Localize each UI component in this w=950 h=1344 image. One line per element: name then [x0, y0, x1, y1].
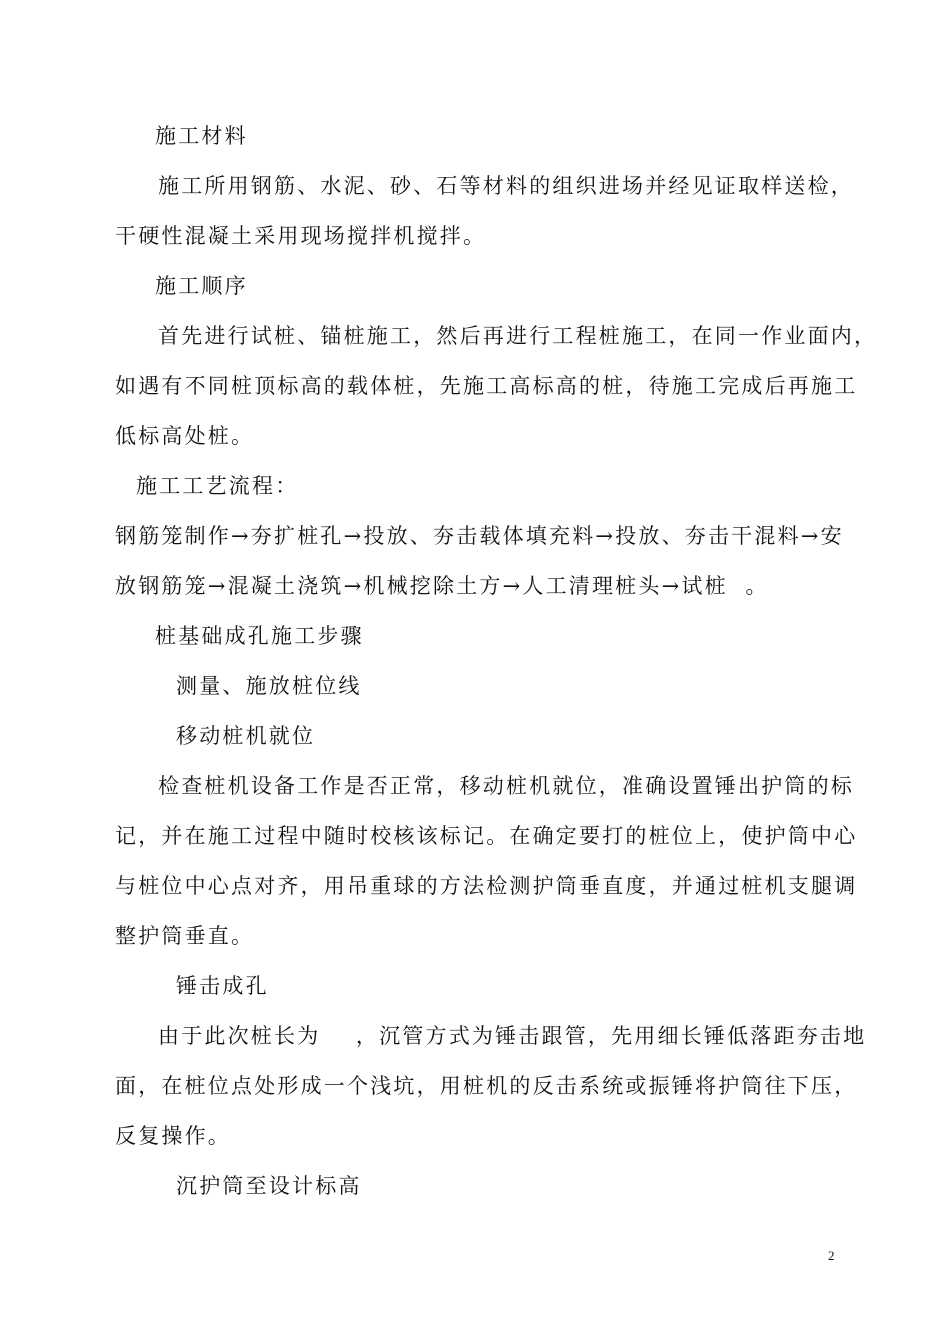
paragraph-line: 由于此次桩长为 ，沉管方式为锤击跟管，先用细长锤低落距夯击地: [158, 1024, 867, 1048]
page-number: 2: [828, 1248, 835, 1263]
paragraph-line: 记，并在施工过程中随时校核该标记。在确定要打的桩位上，使护筒中心: [115, 824, 858, 848]
subsection-heading-move-rig: 移动桩机就位: [176, 724, 316, 748]
paragraph-line: 与桩位中心点对齐，用吊重球的方法检测护筒垂直度，并通过桩机支腿调: [115, 874, 858, 898]
paragraph-line: 检查桩机设备工作是否正常，移动桩机就位，准确设置锤出护筒的标: [158, 774, 854, 798]
paragraph-line: 整护筒垂直。: [115, 924, 255, 948]
paragraph-line: 面，在桩位点处形成一个浅坑，用桩机的反击系统或振锤将护筒往下压，: [115, 1074, 858, 1098]
paragraph-line: 低标高处桩。: [115, 424, 255, 448]
paragraph-line: 放钢筋笼→混凝土浇筑→机械挖除土方→人工清理桩头→试桩 。: [115, 574, 769, 598]
section-heading-pile-steps: 桩基础成孔施工步骤: [155, 624, 364, 648]
paragraph-line: 首先进行试桩、锚桩施工，然后再进行工程桩施工，在同一作业面内，: [158, 324, 878, 348]
paragraph-line: 施工所用钢筋、水泥、砂、石等材料的组织进场并经见证取样送检，: [158, 174, 854, 198]
paragraph-line: 干硬性混凝土采用现场搅拌机搅拌。: [115, 224, 487, 248]
subsection-heading-survey: 测量、施放桩位线: [176, 674, 362, 698]
paragraph-line: 反复操作。: [115, 1124, 231, 1148]
subsection-heading-sink-casing: 沉护筒至设计标高: [176, 1174, 362, 1198]
paragraph-line: 钢筋笼制作→夯扩桩孔→投放、夯击载体填充料→投放、夯击干混料→安: [115, 524, 844, 548]
section-heading-materials: 施工材料: [155, 124, 248, 148]
paragraph-line: 如遇有不同桩顶标高的载体桩，先施工高标高的桩，待施工完成后再施工: [115, 374, 858, 398]
subsection-heading-hammer-boring: 锤击成孔: [176, 974, 269, 998]
section-heading-sequence: 施工顺序: [155, 274, 248, 298]
section-heading-process-flow: 施工工艺流程：: [136, 474, 299, 498]
